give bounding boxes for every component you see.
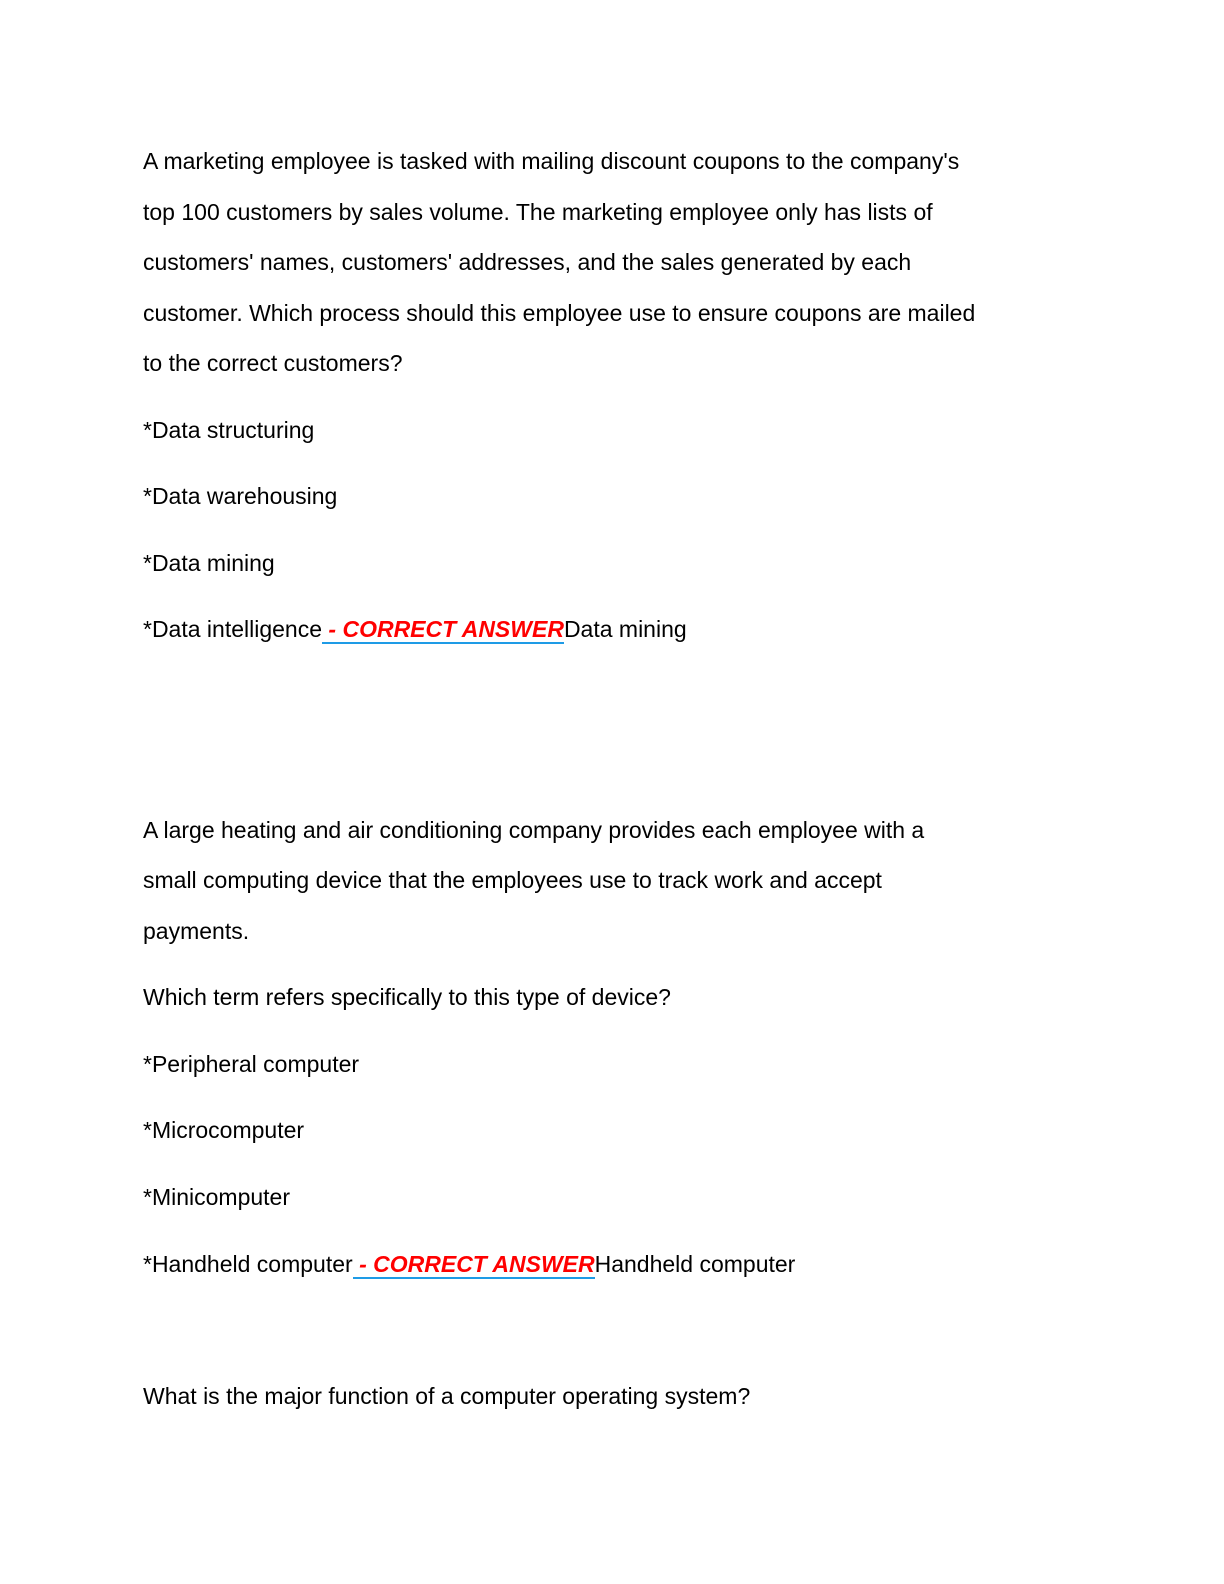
question-1-option-3: *Data mining [143, 550, 275, 576]
question-1-option-2: *Data warehousing [143, 483, 338, 509]
question-1-line-4: customer. Which process should this employee use to ensure coupons are mailed [143, 300, 976, 326]
question-2-line-1: A large heating and air conditioning company provides each employee with a [143, 817, 925, 843]
question-2-option-2: *Microcomputer [143, 1117, 305, 1143]
question-2-answer-line [143, 1249, 795, 1279]
question-2-line-3: payments. [143, 918, 250, 944]
question-3-line-1: What is the major function of a computer operating system? [143, 1383, 751, 1409]
question-1-line-3: customers' names, customers' addresses, and the sales generated by each [143, 249, 912, 275]
question-2-option-1: *Peripheral computer [143, 1051, 360, 1077]
question-1-line-2: top 100 customers by sales volume. The marketing employee only has lists of [143, 199, 933, 225]
question-2-option-4: *Handheld computer [143, 1251, 353, 1277]
question-2-answer: Handheld computer [594, 1251, 796, 1277]
question-1-option-1: *Data structuring [143, 417, 315, 443]
question-1-line-1: A marketing employee is tasked with mailing discount coupons to the company's [143, 148, 960, 174]
question-2-line-2: small computing device that the employees use to track work and accept [143, 867, 882, 893]
question-1-line-5: to the correct customers? [143, 350, 403, 376]
question-1-option-4: *Data intelligence [143, 616, 323, 642]
question-1-answer-line [143, 614, 687, 644]
question-2-line-4: Which term refers specifically to this type of device? [143, 984, 671, 1010]
correct-answer-marker: - CORRECT ANSWER [322, 616, 564, 642]
question-2-option-3: *Minicomputer [143, 1184, 290, 1210]
correct-answer-marker: - CORRECT ANSWER [352, 1251, 595, 1277]
question-1-answer: Data mining [563, 616, 687, 642]
